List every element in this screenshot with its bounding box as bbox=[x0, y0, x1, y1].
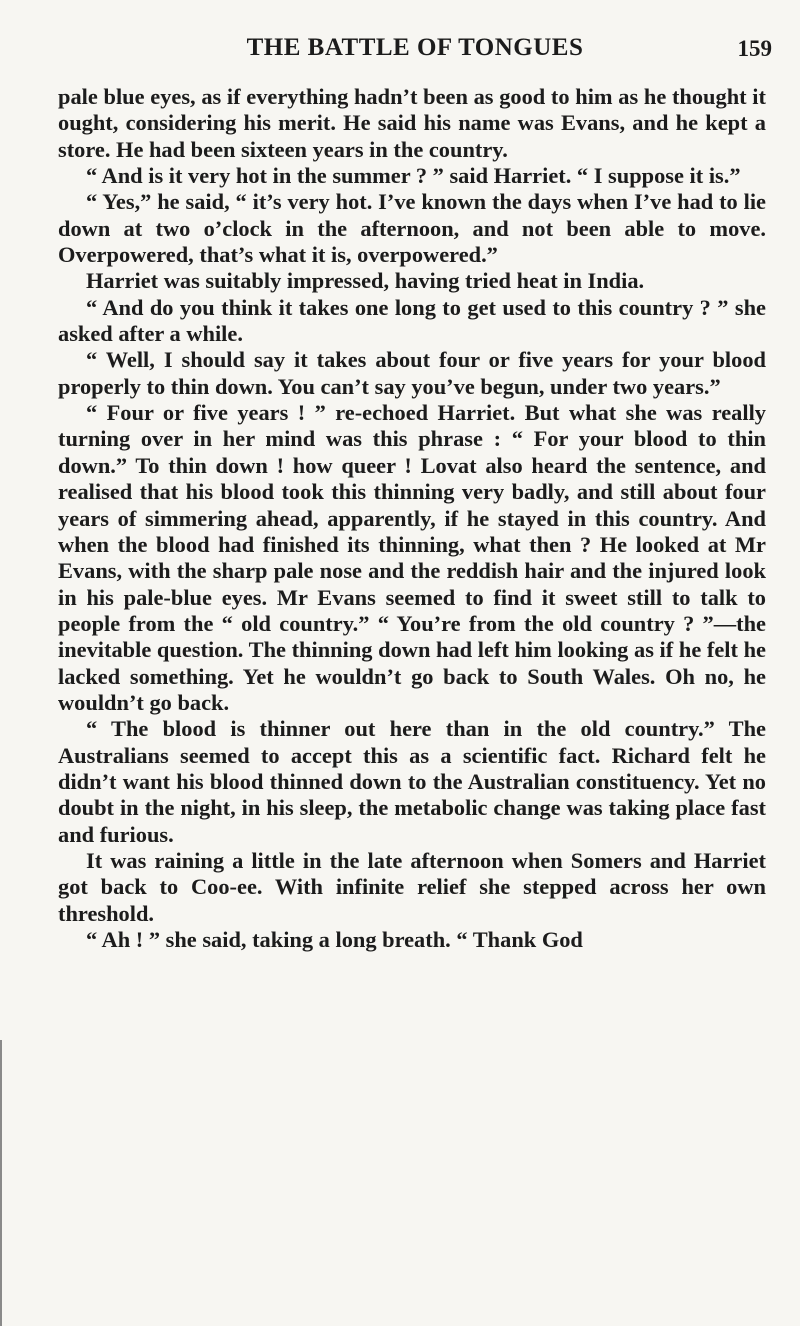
page-number: 159 bbox=[737, 36, 772, 61]
page-edge-shadow bbox=[0, 1040, 2, 1326]
paragraph: “ The blood is thinner out here than in the old country.” The Australians seemed to accept this as a scientific fact. Richard felt he didn’t want his blood thinned down to the Australian constituency. Yet no doubt in the night, in his sleep, the metabolic change was taking place fast and furious. bbox=[58, 716, 766, 847]
paragraph: “ Well, I should say it takes about four or five years for your blood properly to thin down. You can’t say you’ve begun, under two years.” bbox=[58, 347, 766, 399]
paragraph: Harriet was suitably impressed, having tried heat in India. bbox=[86, 268, 645, 294]
body-text bbox=[58, 84, 766, 953]
paragraph: It was raining a little in the late afternoon when Somers and Harriet got back to Coo-ee. With infinite relief she stepped across her own threshold. bbox=[58, 847, 766, 926]
paragraph: pale blue eyes, as if everything hadn’t been as good to him as he thought it ought, considering his merit. He said his name was Evans, and he kept a store. He had been sixteen years in the country. bbox=[58, 84, 766, 162]
paragraph: “ And do you think it takes one long to get used to this country ? ” she asked after a while. bbox=[58, 294, 766, 347]
paragraph: “ Four or five years ! ” re-echoed Harriet. But what she was really turning over in her mind was this phrase : “ For your blood to thin down.” To thin down ! how queer ! Lovat also heard the sentence, and realised that his blood took this thinning very badly, and still about four years of simmering ahead, apparently, if he stayed in this country. And when the blood had finished its thinning, what then ? He looked at Mr Evans, with the sharp pale nose and the reddish hair and the injured look in his pale-blue eyes. Mr Evans seemed to find it sweet still to talk to people from the “ old country.” “ You’re from the old country ? ”—the inevitable question. The thinning down had left him looking as if he felt he lacked something. Yet he wouldn’t go back to South Wales. Oh no, he wouldn’t go back. bbox=[58, 400, 766, 715]
running-title: THE BATTLE OF TONGUES bbox=[246, 34, 584, 61]
paragraph: “ Ah ! ” she said, taking a long breath. “ Thank God bbox=[86, 927, 583, 952]
paragraph: “ Yes,” he said, “ it’s very hot. I’ve known the days when I’ve had to lie down at two o’clock in the afternoon, and not been able to move. Overpowered, that’s what it is, overpowered.” bbox=[58, 189, 766, 268]
paragraph: “ And is it very hot in the summer ? ” said Harriet. “ I suppose it is.” bbox=[86, 163, 741, 189]
page-header bbox=[58, 34, 772, 70]
